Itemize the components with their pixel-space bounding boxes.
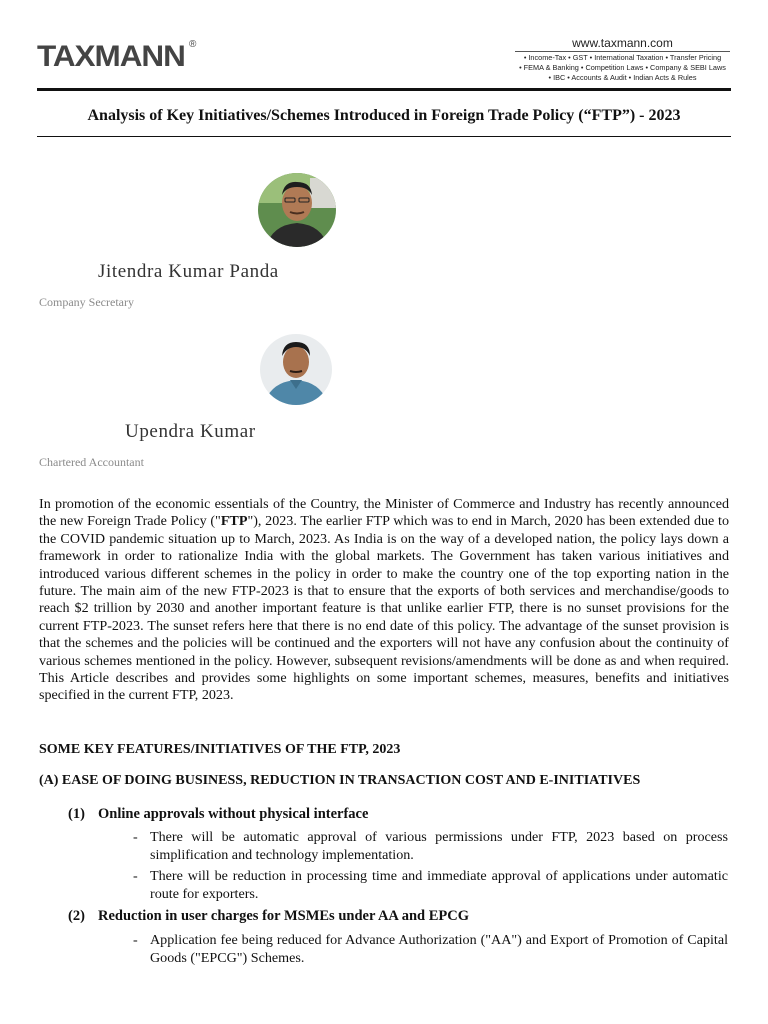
item-number: (2): [68, 908, 85, 924]
header-rule-thin: [37, 136, 731, 137]
author-photo-2: [260, 334, 332, 405]
bullet-marker: -: [133, 829, 138, 845]
list-item: [133, 868, 728, 904]
section-heading: SOME KEY FEATURES/INITIATIVES OF THE FTP, 2023: [39, 742, 401, 757]
list-item: [133, 829, 728, 865]
item-heading: [68, 908, 469, 925]
bullet-text: There will be reduction in processing time and immediate approval of applications under automatic route for exporters.: [150, 868, 728, 902]
bullet-text: Application fee being reduced for Advance Authorization ("AA") and Export of Promotion of Capital Goods ("EPCG") Schemes.: [150, 932, 728, 966]
author-photo-1: [258, 173, 336, 247]
author-role: Chartered Accountant: [39, 455, 144, 469]
item-number: (1): [68, 806, 85, 822]
taxmann-logo: TAXMANN: [37, 40, 185, 73]
header-rule-thick: [37, 88, 731, 91]
category-line: • IBC • Accounts & Audit • Indian Acts & Rules: [548, 73, 697, 82]
author-role: Company Secretary: [39, 295, 134, 309]
bullet-marker: -: [133, 868, 138, 884]
item-heading: [68, 806, 368, 823]
author-name: Jitendra Kumar Panda: [98, 261, 279, 282]
website-link[interactable]: www.taxmann.com: [572, 36, 673, 50]
intro-text-rest: "), 2023. The earlier FTP which was to end in March, 2020 has been extended due to the COVID pandemic situation up to March, 2023. As India is on the way of a developed nation, the policy lays down a framework in order to rationalize India with the global markets. The Government has taken various initiatives and introduced various different schemes in the policy in order to make the country one of the top exporting nation in the future. The main aim of the new FTP-2023 is that to ensure that the exports of both services and merchandise/goods to reach $2 trillion by 2030 and another important feature is that unlike earlier FTP, there is no sunset provisions for the current FTP-2023. The sunset refers here that there is no end date of this policy. The advantage of the sunset provision is that the schemes and the policies will be continued and the exporters will not have any confusion about the continuity of various schemes mentioned in the policy. However, subsequent revisions/amendments will be done as and when required. This Article describes and provides some highlights on some important schemes, measures, benefits and initiatives specified in the current FTP, 2023.: [39, 513, 730, 704]
item-title: Reduction in user charges for MSMEs under AA and EPCG: [98, 908, 469, 924]
website-divider: [515, 51, 730, 52]
bullet-text: There will be automatic approval of various permissions under FTP, 2023 based on process simplification and technology implementation.: [150, 829, 728, 863]
list-item: [133, 932, 728, 968]
author-name: Upendra Kumar: [125, 421, 256, 442]
document-title: Analysis of Key Initiatives/Schemes Introduced in Foreign Trade Policy (“FTP”) - 2023: [87, 107, 681, 124]
category-line: • Income-Tax • GST • International Taxation • Transfer Pricing: [523, 53, 722, 62]
category-line: • FEMA & Banking • Competition Laws • Company & SEBI Laws: [519, 63, 726, 72]
bullet-marker: -: [133, 932, 138, 948]
subsection-heading: (A) EASE OF DOING BUSINESS, REDUCTION IN TRANSACTION COST AND E-INITIATIVES: [39, 773, 641, 788]
category-list: [505, 53, 740, 83]
intro-paragraph: [39, 496, 729, 705]
registered-mark: ®: [189, 39, 197, 50]
item-title: Online approvals without physical interface: [98, 806, 369, 822]
intro-bold-term: FTP: [220, 513, 248, 530]
intro-text-start: In promotion of the economic essentials of the Country, the Minister of Commerce and Industry has recently announced the new Foreign Trade Policy (": [39, 496, 729, 530]
